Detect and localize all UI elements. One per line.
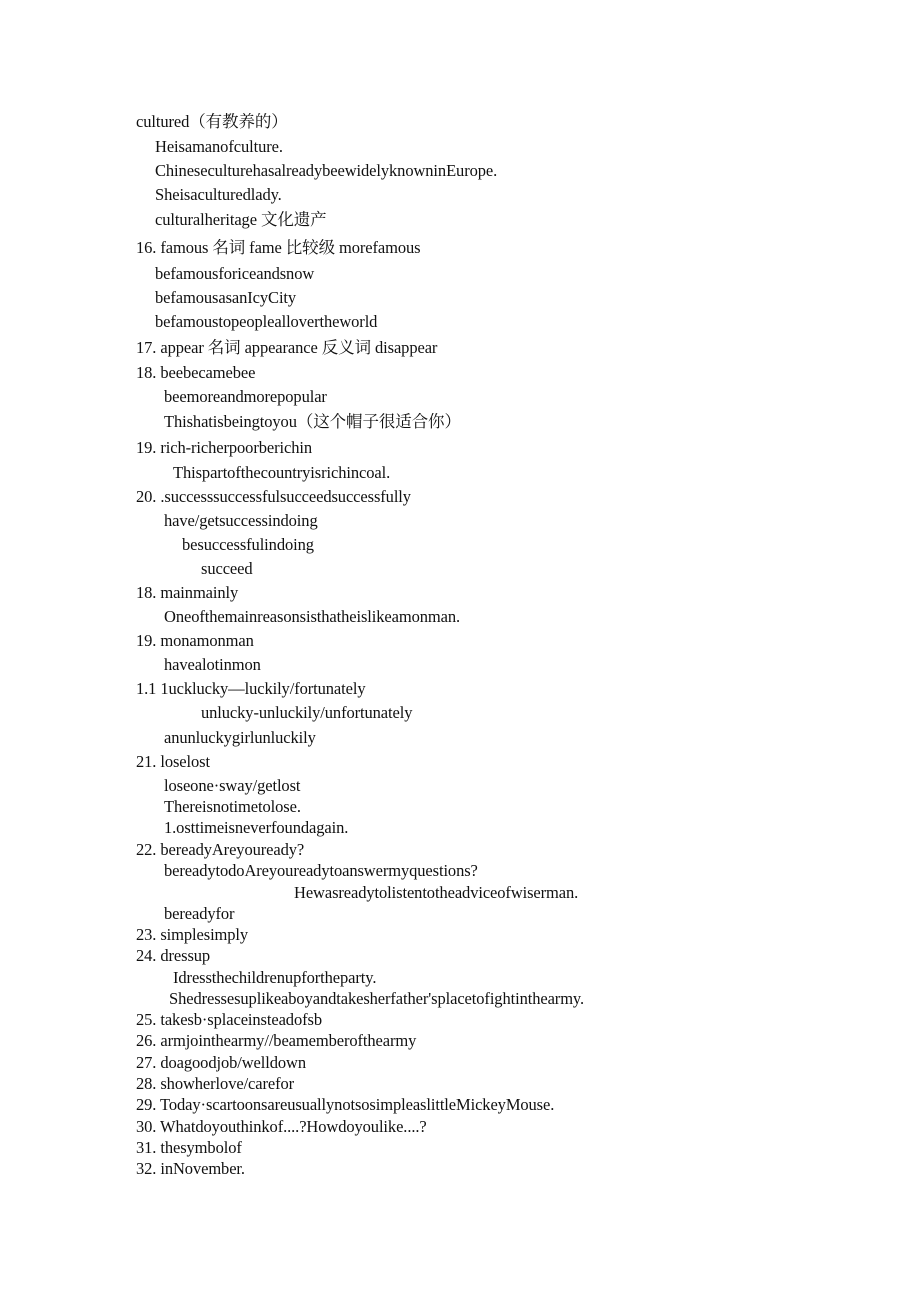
item-30: 30. Whatdoyouthinkof....?Howdoyoulike....?: [136, 1117, 427, 1136]
phrase-line: befamousforiceandsnow: [155, 264, 315, 283]
example-sentence: 1.osttimeisneverfoundagain.: [164, 818, 349, 837]
example-sentence: Thereisnotimetolose.: [164, 797, 301, 816]
item-24-dressup: 24. dressup: [136, 946, 211, 965]
item-21-lose: 21. loselost: [136, 752, 210, 771]
example-sentence: Thishatisbeingtoyou（这个帽子很适合你）: [164, 412, 461, 431]
example-sentence: Sheisaculturedlady.: [155, 185, 282, 204]
example-sentence: Heisamanofculture.: [155, 137, 283, 156]
item-19-common: 19. monamonman: [136, 631, 254, 650]
phrase-line: culturalheritage 文化遗产: [155, 210, 327, 229]
phrase-line: befamoustopeopleallovertheworld: [155, 312, 378, 331]
item-16-famous: 16. famous 名词 fame 比较级 morefamous: [136, 238, 421, 257]
item-19-rich: 19. rich-richerpoorberichin: [136, 438, 312, 457]
item-luck: 1.1 1ucklucky—luckily/fortunately: [136, 679, 366, 698]
item-31: 31. thesymbolof: [136, 1138, 242, 1157]
item-17-appear: 17. appear 名词 appearance 反义词 disappear: [136, 338, 438, 357]
example-sentence: Thispartofthecountryisrichincoal.: [173, 463, 391, 482]
example-sentence: Hewasreadytolistentotheadviceofwiserman.: [294, 883, 579, 902]
example-sentence: Idressthechildrenupfortheparty.: [173, 968, 377, 987]
example-sentence: Shedressesuplikeaboyandtakesherfather'splacetofightinthearmy.: [169, 989, 585, 1008]
example-sentence: ChineseculturehasalreadybeewidelyknowninEurope.: [155, 161, 498, 180]
phrase-line: befamousasanIcyCity: [155, 288, 297, 307]
example-sentence: bereadytodoAreyoureadytoanswermyquestions?: [164, 861, 478, 880]
item-32: 32. inNovember.: [136, 1159, 245, 1178]
example-sentence: Oneofthemainreasonsisthatheislikeamonman.: [164, 607, 461, 626]
item-18-main: 18. mainmainly: [136, 583, 239, 602]
item-23-simple: 23. simplesimply: [136, 925, 249, 944]
phrase-line: unlucky-unluckily/unfortunately: [201, 703, 413, 722]
item-25: 25. takesb·splaceinsteadofsb: [136, 1010, 322, 1029]
phrase-line: succeed: [201, 559, 253, 578]
phrase-line: anunluckygirlunluckily: [164, 728, 316, 747]
phrase-line: besuccessfulindoing: [182, 535, 314, 554]
phrase-line: beemoreandmorepopular: [164, 387, 327, 406]
item-27: 27. doagoodjob/welldown: [136, 1053, 307, 1072]
phrase-line: havealotinmon: [164, 655, 261, 674]
phrase-line: bereadyfor: [164, 904, 235, 923]
heading-cultured: cultured（有教养的）: [136, 112, 288, 131]
item-26: 26. armjointhearmy//beamemberofthearmy: [136, 1031, 417, 1050]
item-28: 28. showherlove/carefor: [136, 1074, 295, 1093]
item-29: 29. Today·scartoonsareusuallynotsosimpleaslittleMickeyMouse.: [136, 1095, 555, 1114]
item-18-bee: 18. beebecamebee: [136, 363, 256, 382]
phrase-line: loseone·sway/getlost: [164, 776, 301, 795]
phrase-line: have/getsuccessindoing: [164, 511, 318, 530]
item-22-ready: 22. bereadyAreyouready?: [136, 840, 305, 859]
item-20-success: 20. .successsuccessfulsucceedsuccessfully: [136, 487, 411, 506]
